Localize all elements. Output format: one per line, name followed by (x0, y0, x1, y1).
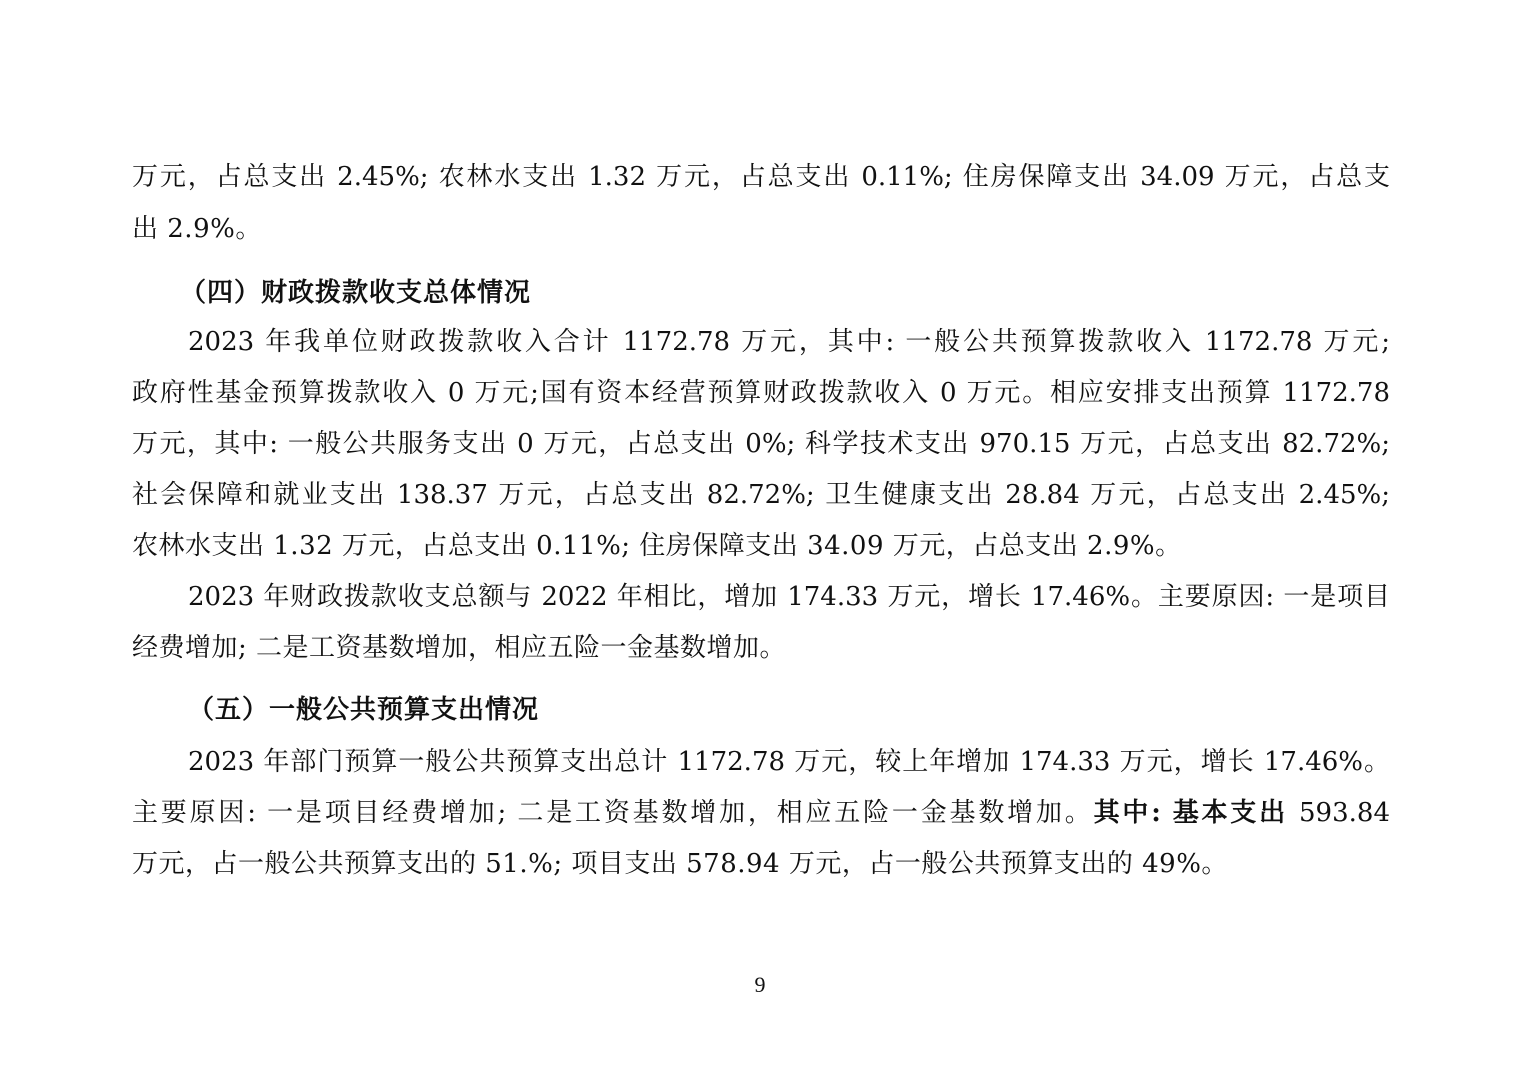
paragraph-line: 出 2.9%。 (132, 214, 262, 244)
paragraph-line: 经费增加; 二是工资基数增加，相应五险一金基数增加。 (132, 633, 787, 663)
paragraph-line (132, 796, 1390, 830)
paragraph-line: 2023 年财政拨款收支总额与 2022 年相比，增加 174.33 万元，增长 17.46%。主要原因: 一是项目 (188, 582, 1390, 612)
paragraph-line: 政府性基金预算拨款收入 0 万元;国有资本经营预算财政拨款收入 0 万元。相应安排支出预算 1172.78 (132, 378, 1390, 408)
page-number: 9 (754, 972, 766, 997)
section-heading-four: （四）财政拨款收支总体情况 (180, 278, 532, 308)
paragraph-line: 万元，占总支出 2.45%; 农林水支出 1.32 万元，占总支出 0.11%; 住房保障支出 34.09 万元，占总支 (132, 162, 1390, 192)
bold-text: 其中: 基本支出 (1093, 798, 1288, 828)
paragraph-text: 主要原因: 一是项目经费增加; 二是工资基数增加，相应五险一金基数增加。 (132, 798, 1094, 828)
section-heading-five: （五）一般公共预算支出情况 (188, 695, 540, 725)
paragraph-line: 社会保障和就业支出 138.37 万元，占总支出 82.72%; 卫生健康支出 28.84 万元，占总支出 2.45%; (132, 480, 1390, 510)
paragraph-line: 万元，占一般公共预算支出的 51.%; 项目支出 578.94 万元，占一般公共预算支出的 49%。 (132, 849, 1228, 879)
paragraph-line: 万元，其中: 一般公共服务支出 0 万元，占总支出 0%; 科学技术支出 970.15 万元，占总支出 82.72%; (132, 429, 1390, 459)
paragraph-line: 2023 年部门预算一般公共预算支出总计 1172.78 万元，较上年增加 174.33 万元，增长 17.46%。 (188, 747, 1390, 777)
paragraph-line: 2023 年我单位财政拨款收入合计 1172.78 万元，其中: 一般公共预算拨款收入 1172.78 万元; (188, 327, 1390, 357)
paragraph-text: 593.84 (1287, 798, 1390, 828)
paragraph-line: 农林水支出 1.32 万元，占总支出 0.11%; 住房保障支出 34.09 万元，占总支出 2.9%。 (132, 531, 1182, 561)
